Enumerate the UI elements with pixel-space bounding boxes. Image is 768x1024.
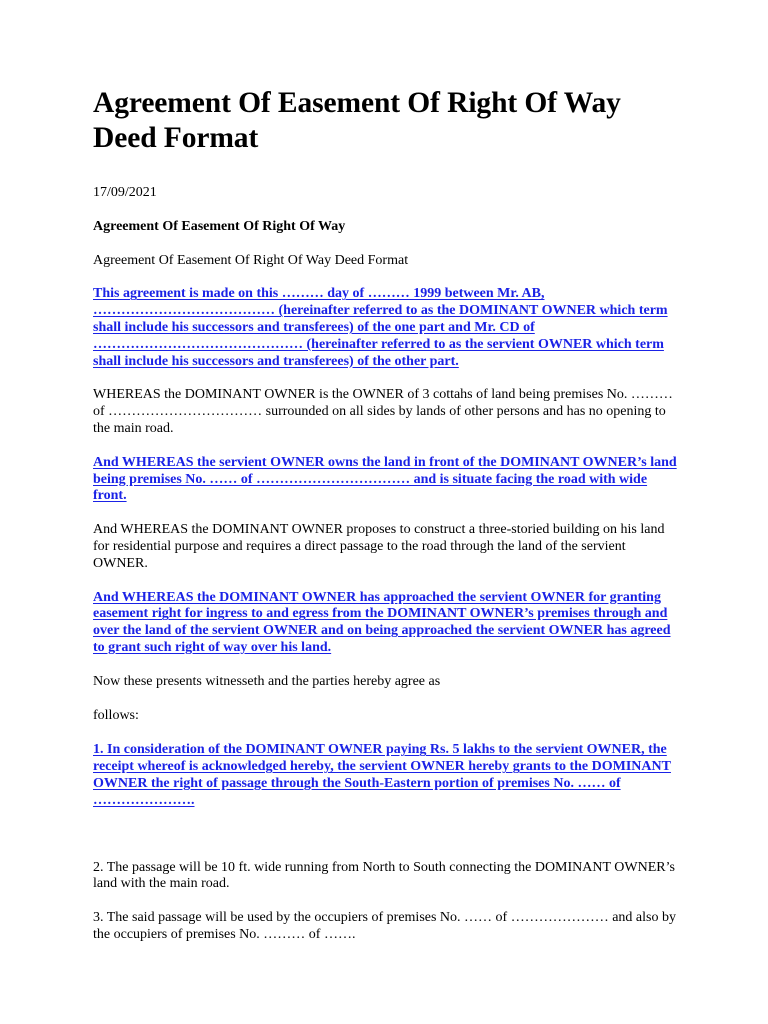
- whereas-paragraph-3: And WHEREAS the DOMINANT OWNER proposes to construct a three-storied building on his land for residential purpose and requires a direct passage to the road through the land of the servient OWNER.: [93, 522, 665, 571]
- clause-2: 2. The passage will be 10 ft. wide running from North to South connecting the DOMINANT OWNER’s land with the main road.: [93, 859, 675, 892]
- whereas-paragraph-2-link[interactable]: And WHEREAS the servient OWNER owns the land in front of the DOMINANT OWNER’s land being premises No. …… of …………………………… and is situate facing the road with wide front.: [93, 454, 677, 504]
- document-date: 17/09/2021: [93, 185, 157, 200]
- witnesseth-paragraph: Now these presents witnesseth and the parties hereby agree as: [93, 673, 441, 689]
- clause-1-link[interactable]: 1. In consideration of the DOMINANT OWNER paying Rs. 5 lakhs to the servient OWNER, the receipt whereof is acknowledged hereby, the servient OWNER hereby grants to the DOMINANT OWNER the right of passage through the South-Eastern portion of premises No. …… of ………………….: [93, 742, 671, 808]
- follows-paragraph: follows:: [93, 707, 139, 723]
- clause-3: 3. The said passage will be used by the occupiers of premises No. …… of ………………… and also by the occupiers of premises No. ……… of …….: [93, 910, 676, 942]
- document-intro: Agreement Of Easement Of Right Of Way Deed Format: [93, 252, 409, 268]
- whereas-paragraph-4-link[interactable]: And WHEREAS the DOMINANT OWNER has approached the servient OWNER for granting easement right for ingress to and egress from the DOMINANT OWNER’s premises through and over the land of the servient OWNER and on being approached the servient OWNER has agreed to grant such right of way over his land.: [93, 589, 671, 655]
- document-subheading: Agreement Of Easement Of Right Of Way: [93, 218, 346, 234]
- whereas-paragraph-1: WHEREAS the DOMINANT OWNER is the OWNER of 3 cottahs of land being premises No. ……… of …………………………… surrounded on all sides by lands of other persons and has no opening to the main road.: [93, 387, 673, 436]
- document-page: [93, 86, 683, 944]
- agreement-paragraph-link[interactable]: This agreement is made on this ……… day of ……… 1999 between Mr. AB, ………………………………… (hereinafter referred to as the DOMINANT OWNER which term shall include his successors and transferees) of the one part and Mr. CD of ……………………………………… (hereinafter referred to as the servient OWNER which term shall include his successors and transferees) of the other part.: [93, 286, 668, 369]
- page-title: Agreement Of Easement Of Right Of Way Deed Format: [93, 87, 621, 154]
